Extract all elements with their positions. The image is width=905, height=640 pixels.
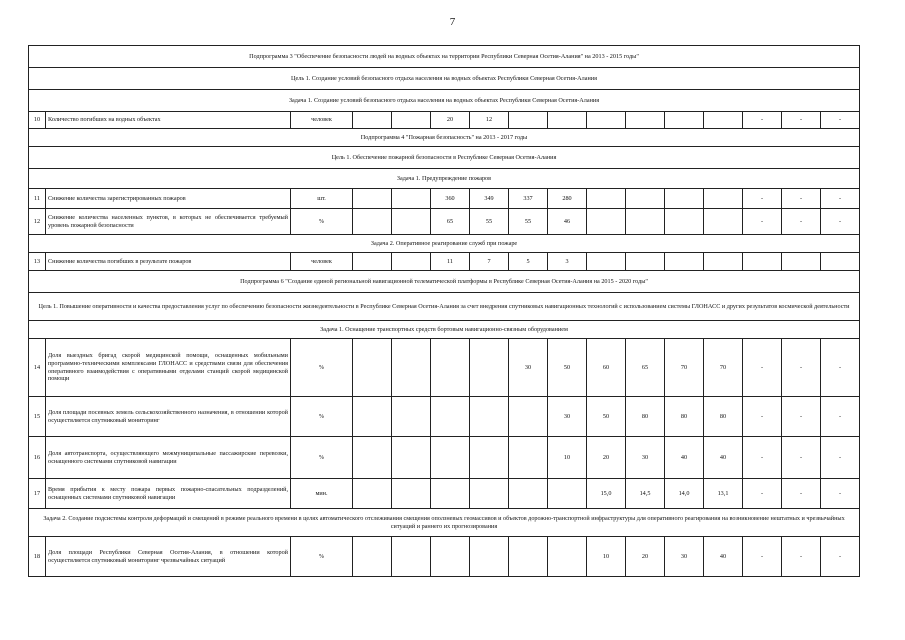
section-header-text: Задача 1. Оснащение транспортных средств бортовым навигационно-связным оборудованием <box>29 321 860 339</box>
value-cell: 40 <box>704 437 743 479</box>
value-cell <box>509 397 548 437</box>
value-cell: - <box>782 189 821 209</box>
value-cell <box>431 437 470 479</box>
value-cell: 30 <box>626 437 665 479</box>
value-cell <box>392 189 431 209</box>
indicator-name: Доля автотранспорта, осуществляющего межмуниципальные пассажирские перевозки, оснащенного системами спутниковой навигации <box>46 437 291 479</box>
value-cell: 70 <box>704 339 743 397</box>
value-cell: 20 <box>587 437 626 479</box>
row-number: 12 <box>29 209 46 235</box>
section-header-text: Цель 1. Повышение оперативности и качества предоставления услуг по обеспечению безопасности жизнедеятельности в Республике Северная Осетия-Алания за счет внедрения спутниковых навигационных технологий с использованием системы ГЛОНАСС и других результатов космической деятельности <box>29 293 860 321</box>
value-cell <box>353 479 392 509</box>
row-number: 18 <box>29 537 46 577</box>
value-cell: - <box>821 397 860 437</box>
section-header-text: Подпрограмма 3 "Обеспечение безопасности людей на водных объектах на территории Республики Северная Осетия-Алания" на 2013 - 2015 годы" <box>29 46 860 68</box>
value-cell: 360 <box>431 189 470 209</box>
value-cell: 30 <box>548 397 587 437</box>
value-cell: 80 <box>665 397 704 437</box>
section-header-row <box>29 293 860 321</box>
value-cell <box>509 437 548 479</box>
value-cell <box>704 112 743 129</box>
value-cell <box>665 189 704 209</box>
unit-cell: шт. <box>291 189 353 209</box>
row-number: 11 <box>29 189 46 209</box>
value-cell: 60 <box>587 339 626 397</box>
table-row <box>29 209 860 235</box>
value-cell: - <box>782 209 821 235</box>
value-cell: - <box>821 437 860 479</box>
value-cell <box>665 253 704 271</box>
value-cell <box>470 437 509 479</box>
value-cell: 10 <box>548 437 587 479</box>
unit-cell: % <box>291 537 353 577</box>
value-cell <box>353 537 392 577</box>
value-cell <box>470 339 509 397</box>
section-header-row <box>29 509 860 537</box>
value-cell: 30 <box>665 537 704 577</box>
value-cell: 5 <box>509 253 548 271</box>
indicators-table <box>28 45 860 577</box>
indicator-name: Снижение количества населенных пунктов, в которых не обеспечивается требуемый уровень пожарной безопасности <box>46 209 291 235</box>
section-header-row <box>29 129 860 147</box>
value-cell <box>665 209 704 235</box>
value-cell <box>548 537 587 577</box>
value-cell: 65 <box>626 339 665 397</box>
row-number: 17 <box>29 479 46 509</box>
value-cell: 7 <box>470 253 509 271</box>
value-cell: 50 <box>548 339 587 397</box>
section-header-text: Задача 1. Создание условий безопасного отдыха населения на водных объектах Республики Северная Осетия-Алания <box>29 90 860 112</box>
unit-cell: человек <box>291 112 353 129</box>
value-cell: - <box>821 209 860 235</box>
value-cell: 55 <box>470 209 509 235</box>
value-cell <box>392 479 431 509</box>
value-cell <box>431 339 470 397</box>
indicator-name: Время прибытия к месту пожара первых пожарно-спасательных подразделений, оснащенных системами спутниковой навигации <box>46 479 291 509</box>
value-cell: - <box>782 479 821 509</box>
value-cell <box>470 479 509 509</box>
value-cell: - <box>743 209 782 235</box>
value-cell: - <box>743 437 782 479</box>
value-cell: - <box>821 112 860 129</box>
unit-cell: % <box>291 437 353 479</box>
value-cell <box>587 253 626 271</box>
value-cell: 14,5 <box>626 479 665 509</box>
value-cell <box>548 479 587 509</box>
value-cell: 13,1 <box>704 479 743 509</box>
indicator-name: Снижение количества погибших в результате пожаров <box>46 253 291 271</box>
value-cell <box>431 479 470 509</box>
table-row <box>29 112 860 129</box>
value-cell <box>431 537 470 577</box>
value-cell: - <box>821 339 860 397</box>
value-cell <box>626 189 665 209</box>
indicator-name: Доля площади посевных земель сельскохозяйственного назначения, в отношении которой осуществляется спутниковый мониторинг <box>46 397 291 437</box>
value-cell <box>353 253 392 271</box>
value-cell: - <box>782 339 821 397</box>
section-header-row <box>29 147 860 169</box>
value-cell: 280 <box>548 189 587 209</box>
value-cell: 20 <box>626 537 665 577</box>
indicator-name: Доля площади Республики Северная Осетия-Алания, в отношении которой осуществляется спутниковый мониторинг чрезвычайных ситуаций <box>46 537 291 577</box>
section-header-row <box>29 169 860 189</box>
value-cell <box>470 397 509 437</box>
value-cell <box>704 189 743 209</box>
section-header-text: Задача 1. Предупреждение пожаров <box>29 169 860 189</box>
table-row <box>29 189 860 209</box>
table-row <box>29 479 860 509</box>
unit-cell: % <box>291 339 353 397</box>
value-cell <box>392 253 431 271</box>
value-cell: - <box>782 397 821 437</box>
value-cell <box>353 339 392 397</box>
row-number: 15 <box>29 397 46 437</box>
section-header-row <box>29 90 860 112</box>
value-cell <box>392 397 431 437</box>
value-cell <box>626 112 665 129</box>
value-cell: - <box>782 537 821 577</box>
value-cell <box>665 112 704 129</box>
table-row <box>29 397 860 437</box>
value-cell <box>392 209 431 235</box>
value-cell <box>587 112 626 129</box>
value-cell: - <box>743 189 782 209</box>
value-cell <box>353 189 392 209</box>
value-cell: 20 <box>431 112 470 129</box>
unit-cell: % <box>291 209 353 235</box>
table-row <box>29 339 860 397</box>
indicator-name: Снижение количества зарегистрированных пожаров <box>46 189 291 209</box>
section-header-text: Цель 1. Обеспечение пожарной безопасности в Республике Северная Осетия-Алания <box>29 147 860 169</box>
value-cell: 40 <box>704 537 743 577</box>
value-cell <box>626 253 665 271</box>
section-header-row <box>29 271 860 293</box>
section-header-text: Подпрограмма 4 "Пожарная безопасность" на 2013 - 2017 годы <box>29 129 860 147</box>
section-header-text: Цель 1. Создание условий безопасного отдыха населения на водных объектах Республики Северная Осетия-Алания <box>29 68 860 90</box>
indicator-name: Доля выездных бригад скорой медицинской помощи, оснащенных мобильными программно-техническими комплексами ГЛОНАСС и средствами связи для обеспечения оперативного взаимодействия с оперативными отделами станций скорой медицинской помощи <box>46 339 291 397</box>
section-header-text: Задача 2. Создание подсистемы контроля деформаций и смещений в режиме реального времени в целях автоматического отслеживания смещения оползневых геомассивов и объектов дорожно-транспортной инфраструктуры для оперативного реагирования на возникновение нештатных и чрезвычайных ситуаций и раннего их прогнозирования <box>29 509 860 537</box>
value-cell <box>392 339 431 397</box>
value-cell: 40 <box>665 437 704 479</box>
value-cell: 12 <box>470 112 509 129</box>
value-cell: - <box>743 537 782 577</box>
value-cell <box>392 112 431 129</box>
value-cell: - <box>821 537 860 577</box>
table-row <box>29 437 860 479</box>
section-header-row <box>29 235 860 253</box>
table-row <box>29 253 860 271</box>
unit-cell: % <box>291 397 353 437</box>
value-cell: 337 <box>509 189 548 209</box>
value-cell: 46 <box>548 209 587 235</box>
section-header-row <box>29 46 860 68</box>
value-cell: 80 <box>626 397 665 437</box>
value-cell <box>431 397 470 437</box>
value-cell <box>548 112 587 129</box>
table-row <box>29 537 860 577</box>
row-number: 10 <box>29 112 46 129</box>
value-cell: - <box>782 112 821 129</box>
value-cell <box>392 437 431 479</box>
value-cell: - <box>821 479 860 509</box>
row-number: 14 <box>29 339 46 397</box>
value-cell <box>743 253 782 271</box>
value-cell: 15,0 <box>587 479 626 509</box>
value-cell: 30 <box>509 339 548 397</box>
value-cell <box>821 253 860 271</box>
value-cell <box>587 189 626 209</box>
value-cell <box>509 112 548 129</box>
value-cell: - <box>743 479 782 509</box>
section-header-text: Подпрограмма 6 "Создание единой региональной навигационной телематической платформы в Республике Северная Осетия-Алания на 2015 - 2020 годы" <box>29 271 860 293</box>
value-cell: - <box>782 437 821 479</box>
value-cell: 11 <box>431 253 470 271</box>
value-cell <box>587 209 626 235</box>
page-number: 7 <box>449 16 456 28</box>
value-cell <box>353 112 392 129</box>
value-cell: - <box>743 112 782 129</box>
value-cell: - <box>821 189 860 209</box>
value-cell: 65 <box>431 209 470 235</box>
row-number: 16 <box>29 437 46 479</box>
value-cell <box>704 253 743 271</box>
value-cell <box>470 537 509 577</box>
value-cell: 349 <box>470 189 509 209</box>
value-cell: - <box>743 397 782 437</box>
unit-cell: мин. <box>291 479 353 509</box>
unit-cell: человек <box>291 253 353 271</box>
indicator-name: Количество погибших на водных объектах <box>46 112 291 129</box>
section-header-text: Задача 2. Оперативное реагирование служб при пожаре <box>29 235 860 253</box>
value-cell: 70 <box>665 339 704 397</box>
row-number: 13 <box>29 253 46 271</box>
value-cell <box>392 537 431 577</box>
value-cell <box>353 437 392 479</box>
section-header-row <box>29 68 860 90</box>
value-cell: - <box>743 339 782 397</box>
value-cell <box>509 537 548 577</box>
value-cell <box>509 479 548 509</box>
value-cell: 55 <box>509 209 548 235</box>
value-cell <box>782 253 821 271</box>
value-cell <box>353 209 392 235</box>
value-cell <box>353 397 392 437</box>
section-header-row <box>29 321 860 339</box>
value-cell <box>626 209 665 235</box>
value-cell: 10 <box>587 537 626 577</box>
value-cell: 14,0 <box>665 479 704 509</box>
value-cell: 3 <box>548 253 587 271</box>
value-cell: 80 <box>704 397 743 437</box>
value-cell <box>704 209 743 235</box>
value-cell: 50 <box>587 397 626 437</box>
